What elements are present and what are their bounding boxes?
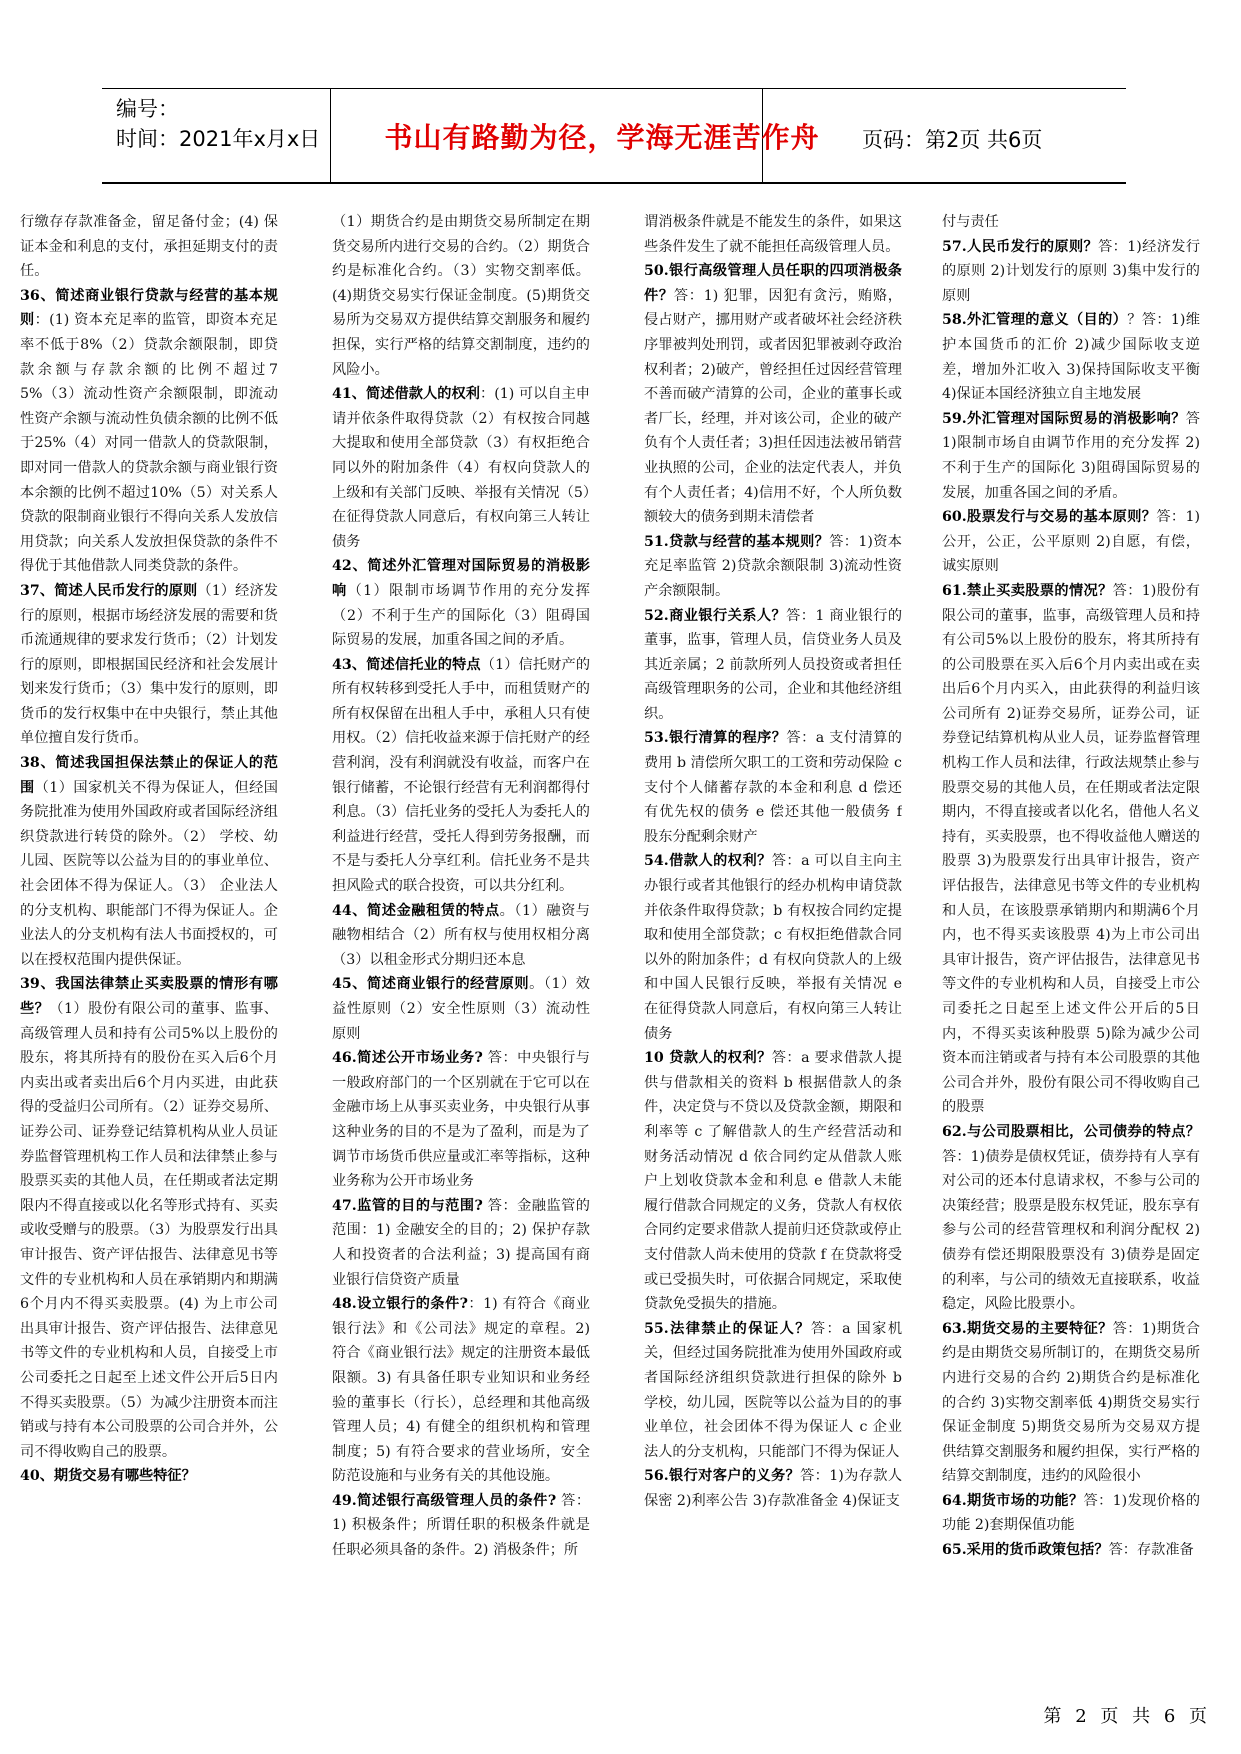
- question-heading: 50.银行高级管理人员任职的四项消极条件？: [644, 263, 902, 304]
- paragraph: [644, 530, 902, 604]
- paragraph: [332, 1046, 590, 1194]
- paragraph: [644, 1464, 902, 1513]
- answer-text: 行缴存存款准备金，留足备付金；(4) 保证本金和利息的支付，承担延期支付的责任。: [20, 214, 278, 280]
- paragraph: [942, 1538, 1200, 1563]
- paragraph: [20, 972, 278, 1464]
- answer-text: （1）期货合约是由期货交易所制定在期货交易所内进行交易的合约。（2）期货合约是标准化合约。（3）实物交割率低。(4)期货交易实行保证金制度。(5)期货交易所为交易双方提供结算交割服务和履约担保，实行严格的结算交割制度，违约的风险小。: [332, 214, 590, 378]
- answer-text: （1）信托财产的所有权转移到受托人手中，而租赁财产的所有权保留在出租人手中，承租人只有使用权。（2）信托收益来源于信托财产的经营利润，没有利润就没有收益，而客户在银行储蓄，不论银行经营有无利润都得付利息。（3）信托业务的受托人为委托人的利益进行经营，受托人得到劳务报酬，而不是与委托人分享红利。信托业务不是共担风险式的联合投资，可以共分红利。: [332, 656, 590, 895]
- question-heading: 61.禁止买卖股票的情况？: [942, 582, 1113, 599]
- paragraph: [644, 259, 902, 530]
- question-heading: 37、简述人民币发行的原则: [20, 582, 198, 599]
- answer-text: 答：1)债券是债权凭证，债券持有人享有对公司的还本付息请求权，不参与公司的决策经营；股票是股东权凭证，股东享有参与公司的经营管理权和利润分配权 2)债券有偿还期限股票没有 3)债券是固定的利率，与公司的绩效无直接联系，收益稳定，风险比股票小。: [942, 1148, 1200, 1313]
- paragraph: [644, 1317, 902, 1465]
- paragraph: [644, 1046, 902, 1317]
- question-heading: 62.与公司股票相比，公司债券的特点？: [942, 1123, 1200, 1140]
- column-3: [644, 210, 902, 1610]
- question-heading: 60.股票发行与交易的基本原则？: [942, 509, 1157, 526]
- question-heading: 53.银行清算的程序？: [644, 730, 787, 747]
- question-heading: 57.人民币发行的原则？: [942, 238, 1099, 255]
- question-heading: 54.借款人的权利？: [644, 853, 772, 870]
- question-heading: 44、简述金融租赁的特点: [332, 902, 500, 919]
- answer-text: ：1) 有符合《商业银行法》和《公司法》规定的章程。2) 符合《商业银行法》规定的注册资本最低限额。3) 有具备任职专业知识和业务经验的董事长（行长），总经理和其他高级管理人员；4) 有健全的组织机构和管理制度；5) 有符合要求的营业场所，安全防范设施和与业务有关的其他设施。: [332, 1296, 590, 1485]
- question-heading: 49.简述银行高级管理人员的条件?: [332, 1492, 557, 1509]
- column-2: [332, 210, 590, 1610]
- page-footer: 第 2 页 共 6 页: [1043, 1706, 1211, 1727]
- paragraph: [332, 1292, 590, 1489]
- question-heading: 64.期货市场的功能？: [942, 1492, 1084, 1509]
- header-top-rule: [102, 88, 1126, 89]
- question-heading: 40、期货交易有哪些特征？: [20, 1468, 196, 1485]
- paragraph: [20, 210, 278, 284]
- paragraph: [332, 899, 590, 973]
- paragraph: [942, 1317, 1200, 1489]
- question-heading: 63.期货交易的主要特征？: [942, 1320, 1113, 1337]
- column-1: [20, 210, 278, 1610]
- answer-text: ？答：1)维护本国货币的汇价 2)减少国际收支逆差，增加外汇收入 3)保持国际收支平衡 4)保证本国经济独立自主地发展: [942, 312, 1200, 403]
- paragraph: [332, 972, 590, 1046]
- paragraph: [332, 653, 590, 899]
- answer-text: 答 1)限制市场自由调节作用的充分发挥 2)不利于生产的国际化 3)阻碍国际贸易的发展，加重各国之间的矛盾。: [942, 410, 1200, 501]
- paragraph: [644, 604, 902, 727]
- question-heading: 38、简述我国担保法禁止的保证人的范围: [20, 755, 278, 796]
- answer-text: 答：1)为存款人保密 2)利率公告 3)存款准备金 4)保证支: [644, 1468, 902, 1509]
- header-motto: 书山有路勤为径，学海无涯苦作舟: [384, 121, 820, 154]
- answer-text: 付与责任: [942, 214, 999, 230]
- header-divider: [330, 88, 331, 184]
- document-time: 时间：2021年x月x日: [116, 127, 321, 151]
- answer-text: （1）经济发行的原则，根据市场经济发展的需要和货币流通规律的要求发行货币；（2）计划发行的原则，即根据国民经济和社会发展计划来发行货币；（3）集中发行的原则，即货币的发行权集中在中央银行，禁止其他单位擅自发行货币。: [20, 582, 278, 747]
- question-heading: 42、简述外汇管理对国际贸易的消极影响: [332, 558, 590, 599]
- answer-text: 答：1)发现价格的功能 2)套期保值功能: [942, 1492, 1200, 1534]
- question-heading: 58.外汇管理的意义（目的）: [942, 312, 1128, 329]
- answer-text: 。（1）融资与融物相结合（2）所有权与使用权相分离（3）以租金形式分期归还本息: [332, 902, 590, 968]
- paragraph: [942, 505, 1200, 579]
- paragraph: [942, 1489, 1200, 1538]
- paragraph: [644, 849, 902, 1046]
- document-number: 编号：: [116, 97, 179, 121]
- paragraph: [942, 407, 1200, 505]
- paragraph: [332, 554, 590, 652]
- answer-text: 答：1)股份有限公司的董事，监事，高级管理人员和持有公司5%以上股份的股东，将其所持有的公司股票在买入后6个月内卖出或在卖出后6个月内买入，由此获得的利益归该公司所有 2)证券交易所，证券公司，证券登记结算机构从业人员，证券监督管理机构工作人员和法律，行政法规禁止参与股票交易的其他人员，在任期或者法定限期内，不得直接或者以化名，借他人名义持有，买卖股票，也不得收益他人赠送的股票 3)为股票发行出具审计报告，资产评估报告，法律意见书等文件的专业机构和人员，在该股票承销期内和期满6个月内，也不得买卖该股票 4)为上市公司出具审计报告，资产评估报告，法律意见书等文件的专业机构和人员，自接受上市公司委托之日起至上述文件公开后的5日内，不得买卖该种股票 5)除为减少公司资本而注销或者与持有本公司股票的其他公司合并外，股份有限公司不得收购自己的股票: [942, 582, 1200, 1116]
- answer-text: 答：中央银行与一般政府部门的一个区别就在于它可以在金融市场上从事买卖业务，中央银行从事这种业务的目的不是为了盈利，而是为了调节市场货币供应量或汇率等指标，这种业务称为公开市场业务: [332, 1050, 590, 1190]
- paragraph: [942, 235, 1200, 309]
- paragraph: [20, 1464, 278, 1489]
- question-heading: 59.外汇管理对国际贸易的消极影响？: [942, 410, 1186, 427]
- column-4: [942, 210, 1200, 1610]
- paragraph: [942, 579, 1200, 1120]
- question-heading: 65.采用的货币政策包括？: [942, 1542, 1109, 1559]
- question-heading: 39、我国法律禁止买卖股票的情形有哪些？: [20, 976, 278, 1017]
- question-heading: 45、简述商业银行的经营原则: [332, 976, 530, 993]
- question-heading: 51.贷款与经营的基本规则？: [644, 533, 830, 550]
- text-columns: [20, 210, 1220, 1610]
- answer-text: 答：金融监管的范围：1) 金融安全的目的；2) 保护存款人和投资者的合法利益；3) 提高国有商业银行信贷资产质量: [332, 1197, 590, 1288]
- question-heading: 48.设立银行的条件?: [332, 1296, 468, 1313]
- header-page-number: 页码：第2页 共6页: [862, 128, 1043, 152]
- answer-text: 答：a 支付清算的费用 b 清偿所欠职工的工资和劳动保险 c 支付个人储蓄存款的本金和利息 d 偿还有优先权的债务 e 偿还其他一般债务 f 股东分配剩余财产: [644, 730, 902, 845]
- question-heading: 55.法律禁止的保证人？: [644, 1320, 811, 1337]
- paragraph: [20, 751, 278, 972]
- paragraph: [332, 382, 590, 554]
- question-heading: 46.简述公开市场业务?: [332, 1050, 483, 1067]
- header-bottom-rule: [102, 182, 1126, 184]
- page-header: [102, 88, 1126, 184]
- answer-text: 。（1）效益性原则（2）安全性原则（3）流动性原则: [332, 976, 590, 1042]
- answer-text: 答：1)资本充足率监管 2)贷款余额限制 3)流动性资产余额限制。: [644, 533, 902, 599]
- paragraph: [20, 579, 278, 751]
- answer-text: 答：a 国家机关，但经过国务院批准为使用外国政府或者国际经济组织贷款进行担保的除外 b 学校，幼儿园，医院等以公益为目的的事业单位，社会团体不得为保证人 c 企业法人的分支机构，只能部门不得为保证人: [644, 1320, 902, 1460]
- answer-text: 谓消极条件就是不能发生的条件，如果这些条件发生了就不能担任高级管理人员。: [644, 214, 902, 255]
- question-heading: 56.银行对客户的义务？: [644, 1468, 801, 1485]
- answer-text: 答：1)经济发行的原则 2)计划发行的原则 3)集中发行的原则: [942, 238, 1200, 304]
- paragraph: [20, 284, 278, 579]
- answer-text: 答：1) 积极条件；所谓任职的积极条件就是任职必须具备的条件。2) 消极条件；所: [332, 1492, 590, 1559]
- answer-text: 答：1) 犯罪，因犯有贪污，贿赂，侵占财产，挪用财产或者破坏社会经济秩序罪被判处刑罚，或者因犯罪被剥夺政治权利者；2)破产，曾经担任过因经营管理不善而破产清算的公司，企业的董事长或者厂长，经理，并对该公司，企业的破产负有个人责任者；3)担任因违法被吊销营业执照的公司，企业的法定代表人，并负有个人责任者；4)信用不好，个人所负数额较大的债务到期未清偿者: [644, 287, 902, 526]
- question-heading: 43、简述信托业的特点: [332, 656, 481, 673]
- question-heading: 36、简述商业银行贷款与经营的基本规则: [20, 287, 278, 329]
- answer-text: 答：存款准备: [1108, 1542, 1194, 1559]
- question-heading: 52.商业银行关系人？: [644, 607, 787, 624]
- paragraph: [332, 1489, 590, 1563]
- paragraph: [644, 210, 902, 259]
- paragraph: [644, 726, 902, 849]
- answer-text: ：(1) 资本充足率的监管，即资本充足率不低于8%（2）贷款余额限制，即贷款余额与存款余额的比例不超过75%（3）流动性资产余额限制，即流动性资产余额与流动性负债余额的比例不低于25%（4）对同一借款人的贷款限制，即对同一借款人的贷款余额与商业银行资本余额的比例不超过10%（5）对关系人贷款的限制商业银行不得向关系人发放信用贷款；向关系人发放担保贷款的条件不得优于其他借款人同类贷款的条件。: [20, 312, 278, 575]
- answer-text: 答：a 可以自主向主办银行或者其他银行的经办机构申请贷款并依条件取得贷款；b 有权按合同约定提取和使用全部贷款；c 有权拒绝借款合同以外的附加条件；d 有权向贷款人的上级和中国人民银行反映，举报有关情况 e 在征得贷款人同意后，有权向第三人转让债务: [644, 853, 902, 1042]
- answer-text: 答：a 要求借款人提供与借款相关的资料 b 根据借款人的条件，决定贷与不贷以及贷款金额，期限和利率等 c 了解借款人的生产经营活动和财务活动情况 d 依合同约定从借款人账户上划收贷款本金和利息 e 借款人未能履行借款合同规定的义务，贷款人有权依合同约定要求借款人提前归还贷款或停止支付借款人尚未使用的贷款 f 在贷款将受或已受损失时，可依据合同规定，采取使贷款免受损失的措施。: [644, 1050, 902, 1313]
- paragraph: [942, 308, 1200, 406]
- question-heading: 41、简述借款人的权利: [332, 386, 480, 403]
- question-heading: 10 贷款人的权利？: [644, 1050, 772, 1067]
- answer-text: 答：1)公开，公正，公平原则 2)自愿，有偿，诚实原则: [942, 509, 1200, 575]
- question-heading: 47.监管的目的与范围?: [332, 1197, 483, 1214]
- answer-text: （1）国家机关不得为保证人，但经国务院批准为使用外国政府或者国际经济组织贷款进行转贷的除外。（2） 学校、幼儿园、医院等以公益为目的的事业单位、社会团体不得为保证人。（3） 企业法人的分支机构、职能部门不得为保证人。企业法人的分支机构有法人书面授权的，可以在授权范围内提供保证。: [20, 779, 278, 968]
- paragraph: [942, 210, 1200, 235]
- answer-text: ：(1) 可以自主申请并依条件取得贷款（2）有权按合同越大提取和使用全部贷款（3）有权拒绝合同以外的附加条件（4）有权向贷款人的上级和有关部门反映、举报有关情况（5）在征得贷款人同意后，有权向第三人转让债务: [332, 386, 590, 550]
- paragraph: [332, 210, 590, 382]
- paragraph: [942, 1120, 1200, 1317]
- answer-text: （1）限制市场调节作用的充分发挥（2）不利于生产的国际化（3）阻碍国际贸易的发展，加重各国之间的矛盾。: [332, 582, 590, 649]
- answer-text: （1）股份有限公司的董事、监事、高级管理人员和持有公司5%以上股份的股东，将其所持有的股份在买入后6个月内卖出或者卖出后6个月内买进，由此获得的受益归公司所有。（2）证券交易所、证券公司、证券登记结算机构从业人员证券监督管理机构工作人员和法律禁止参与股票买卖的其他人员，在任期或者法定期限内不得直接或以化名等形式持有、买卖或收受赠与的股票。（3）为股票发行出具审计报告、资产评估报告、法律意见书等文件的专业机构和人员在承销期内和期满6个月内不得买卖股票。(4) 为上市公司出具审计报告、资产评估报告、法律意见书等文件的专业机构和人员，自接受上市公司委托之日起至上述文件公开后5日内不得买卖股票。（5）为减少注册资本而注销或与持有本公司股票的公司合并外，公司不得收购自己的股票。: [20, 1001, 278, 1460]
- header-meta: [116, 94, 320, 154]
- paragraph: [332, 1194, 590, 1292]
- answer-text: 答：1)期货合约是由期货交易所制订的，在期货交易所内进行交易的合约 2)期货合约是标准化的合约 3)实物交割率低 4)期货交易实行保证金制度 5)期货交易所为交易双方提供结算交割服务和履约担保，实行严格的结算交割制度，违约的风险很小: [942, 1320, 1200, 1485]
- answer-text: 答：1 商业银行的董事，监事，管理人员，信贷业务人员及其近亲属；2 前款所列人员投资或者担任高级管理职务的公司，企业和其他经济组织。: [644, 607, 902, 722]
